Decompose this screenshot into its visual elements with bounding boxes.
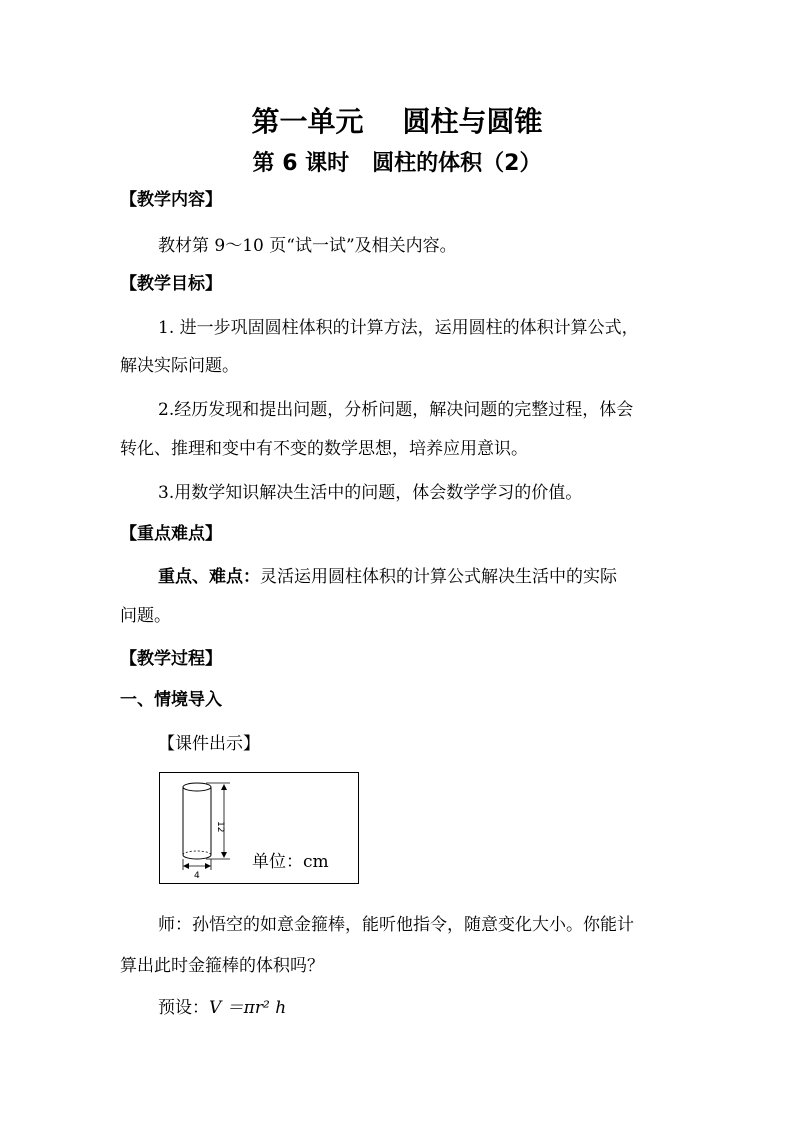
unit-label: 单位：cm	[252, 852, 329, 872]
goal-1-line-2: 解决实际问题。	[120, 356, 239, 376]
key-line-2: 问题。	[120, 606, 171, 626]
volume-formula: V ＝πr² h	[209, 998, 287, 1018]
step-1-heading: 一、情境导入	[120, 690, 222, 710]
courseware-label: 【课件出示】	[158, 734, 260, 754]
goal-2-line-2: 转化、推理和变中有不变的数学思想，培养应用意识。	[120, 439, 528, 459]
height-label: 12	[215, 821, 225, 833]
key-line-1	[158, 565, 617, 589]
key-label: 重点、难点：	[158, 567, 260, 587]
content-heading: 【教学内容】	[120, 190, 222, 210]
key-heading: 【重点难点】	[120, 524, 222, 544]
preset-line	[158, 996, 286, 1020]
cylinder-figure	[159, 772, 359, 884]
goal-2-line-1: 2.经历发现和提出问题，分析问题，解决问题的完整过程，体会	[158, 400, 634, 420]
goal-1-line-1: 1. 进一步巩固圆柱体积的计算方法，运用圆柱的体积计算公式，	[158, 318, 639, 338]
key-text: 灵活运用圆柱体积的计算公式解决生活中的实际	[260, 567, 617, 587]
teacher-line-2: 算出此时金箍棒的体积吗？	[120, 956, 324, 976]
teacher-line-1: 师：孙悟空的如意金箍棒，能听他指令，随意变化大小。你能计	[158, 915, 634, 935]
goals-heading: 【教学目标】	[120, 274, 222, 294]
process-heading: 【教学过程】	[120, 649, 222, 669]
diameter-label: 4	[194, 871, 200, 881]
lesson-title: 第 6 课时 圆柱的体积（2）	[252, 151, 542, 176]
preset-label: 预设：	[158, 998, 209, 1018]
goal-3: 3.用数学知识解决生活中的问题，体会数学学习的价值。	[158, 483, 583, 503]
content-text: 教材第 9～10 页“试一试”及相关内容。	[158, 236, 457, 256]
unit-title: 第一单元 圆柱与圆锥	[251, 105, 543, 138]
